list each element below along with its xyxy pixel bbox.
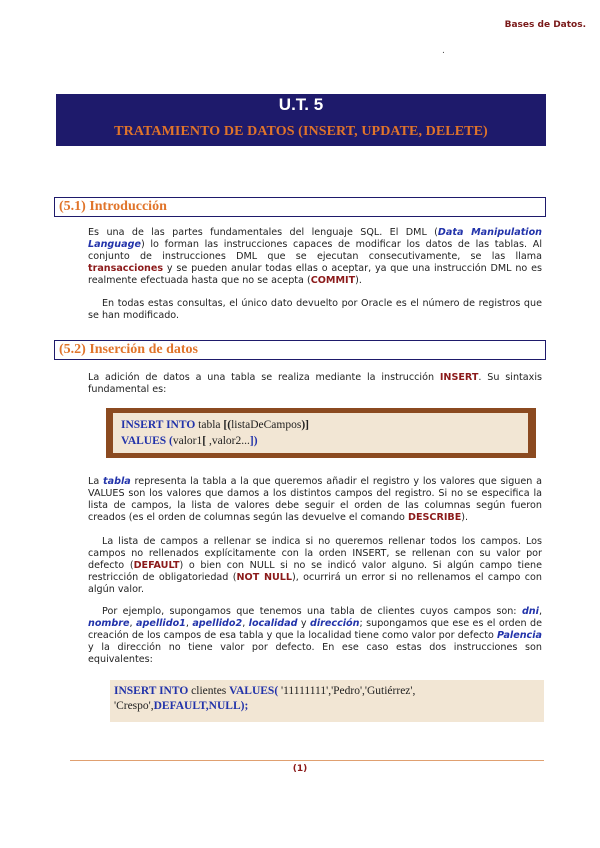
term-not-null: NOT NULL <box>236 572 292 584</box>
text: . Su sintaxis fundamental es: <box>88 372 543 396</box>
code-line-1 <box>114 684 415 698</box>
paragraph-intro <box>88 227 542 287</box>
text: ]) <box>249 435 258 447</box>
term-tabla: tabla <box>103 476 131 487</box>
section-heading-5-2 <box>54 340 546 360</box>
text: clientes <box>188 685 230 697</box>
text: La <box>88 476 104 487</box>
field-direccion: dirección <box>310 618 360 630</box>
term-commit: COMMIT <box>310 275 356 287</box>
syntax-code-inner <box>113 413 528 453</box>
kw: DEFAULT,NULL); <box>153 700 249 712</box>
text: , <box>242 618 249 630</box>
text: La adición de datos a una tabla se realiza mediante la instrucción <box>88 372 440 383</box>
text: ). <box>355 275 362 287</box>
text: 'Crespo', <box>114 700 154 712</box>
term-default: DEFAULT <box>133 560 180 572</box>
text: '11111111','Pedro','Gutiérrez', <box>278 685 416 697</box>
text: ,valor2... <box>206 435 250 447</box>
text: Es una de las partes fundamentales del lenguaje SQL. El DML ( <box>88 227 438 238</box>
text: ), ocurrirá un error si no rellenamos el campo con algún valor. <box>88 572 542 596</box>
text: y se pueden anular todas ellas o aceptar, ya que una instrucción DML no es realmente efectuada hasta que no se acepta ( <box>88 263 542 287</box>
footer-divider <box>70 760 544 761</box>
text: y <box>297 618 310 630</box>
text: , <box>538 606 542 617</box>
code-line-2 <box>114 699 248 713</box>
paragraph-tabla <box>88 476 542 524</box>
text: , <box>129 618 136 630</box>
term-insert: INSERT <box>439 372 479 383</box>
text: tabla <box>195 419 224 431</box>
code-line-1 <box>121 418 309 432</box>
text: )] <box>301 419 310 431</box>
section-heading-5-1 <box>54 197 546 217</box>
term-dml: Data Manipulation Language <box>88 227 542 251</box>
text: representa la tabla a la que queremos añadir el registro y los valores que siguen a VALUES son los valores que damos a los distintos campos del registro. Si no se especifica la lista de campos, la lista de valores debe seguir el orden de las columnas según fueron creados (es el orden de columnas según las devuelve el comando <box>88 476 543 524</box>
section-heading-text: (5.1) Introducción <box>59 199 167 214</box>
kw: VALUES( <box>229 685 279 697</box>
text: valor1 <box>172 435 203 447</box>
paragraph-ejemplo <box>88 606 542 666</box>
text: [( <box>223 419 232 431</box>
field-apellido2: apellido2 <box>192 618 243 630</box>
section-heading-text: (5.2) Inserción de datos <box>59 342 198 357</box>
text: y la dirección no tiene valor por defecto. En ese caso estas dos instrucciones son equivalentes: <box>88 642 542 666</box>
text: Por ejemplo, supongamos que tenemos una tabla de clientes cuyos campos son: <box>102 606 522 617</box>
header-course-title: Bases de Datos. <box>504 20 586 30</box>
example-code-block <box>110 680 544 722</box>
term-transacciones: transacciones <box>88 263 164 275</box>
text: [ <box>202 435 207 447</box>
text: , <box>185 618 193 630</box>
text: ) o bien con NULL si no se indicó valor alguno. Si algún campo tiene restricción de obligatoriedad ( <box>88 560 542 584</box>
syntax-code-block <box>106 408 536 458</box>
text: ; supongamos que ese es el orden de creación de los campos de esa tabla y que la localidad tiene como valor por defecto <box>88 618 542 642</box>
value-palencia: Palencia <box>497 630 542 642</box>
term-describe: DESCRIBE <box>407 512 462 524</box>
field-dni: dni <box>521 606 539 617</box>
unit-title-banner <box>56 94 546 146</box>
code-line-2 <box>121 434 258 448</box>
field-localidad: localidad <box>248 618 298 630</box>
paragraph-lista-campos <box>88 536 542 596</box>
field-nombre: nombre <box>88 618 130 630</box>
text: listaDeCampos <box>231 419 302 431</box>
paragraph-insert-intro <box>88 372 542 396</box>
kw: INSERT INTO <box>114 685 189 697</box>
field-apellido1: apellido1 <box>136 618 186 630</box>
text: ) lo forman las instrucciones capaces de modificar los datos de las tablas. Al conjunto de instrucciones DML que se ejecutan consecutivamente, se las llama <box>88 239 542 263</box>
unit-number: U.T. 5 <box>278 95 324 114</box>
page-number: (1) <box>292 764 308 774</box>
text: ). <box>461 512 469 524</box>
kw: INSERT INTO <box>121 419 196 431</box>
kw: VALUES ( <box>121 435 173 447</box>
paragraph-oracle: En todas estas consultas, el único dato devuelto por Oracle es el número de registros que se han modificado. <box>88 298 542 322</box>
header-dot: . <box>442 46 445 56</box>
unit-title: TRATAMIENTO DE DATOS (INSERT, UPDATE, DELETE) <box>114 124 488 139</box>
text: La lista de campos a rellenar se indica si no queremos rellenar todos los campos. Los campos no rellenados explícitamente con la orden INSERT, se rellenan con su valor por defecto ( <box>88 536 542 572</box>
